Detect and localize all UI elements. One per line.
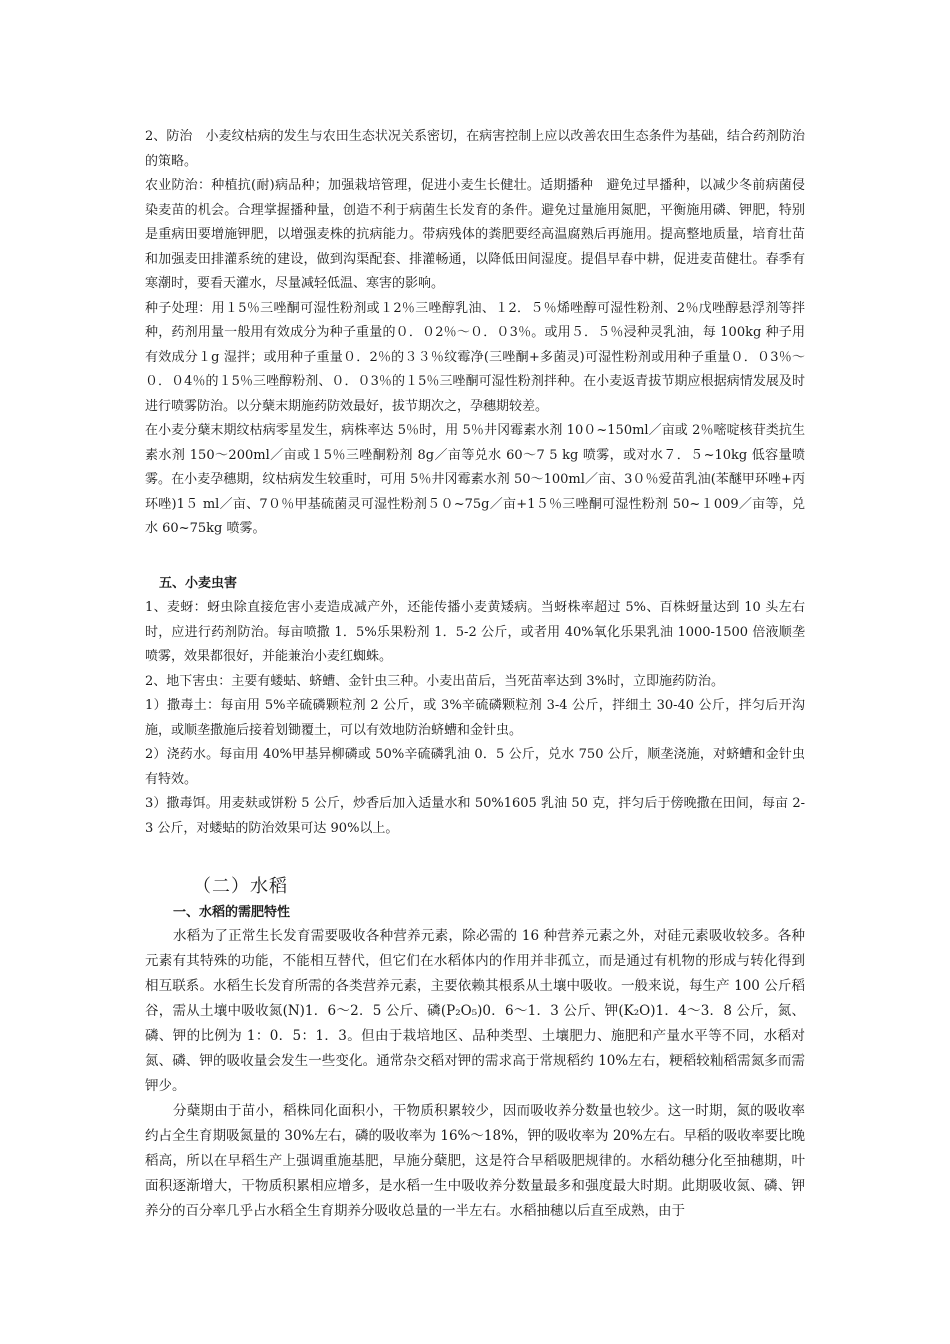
poison-bait-paragraph: 3）撒毒饵。用麦麸或饼粉 5 公斤，炒香后加入适量水和 50%1605 乳油 50 克，拌匀后于傍晚撒在田间，每亩 2-3 公斤，对蝼蛄的防治效果可达 90%以上。 bbox=[145, 796, 805, 836]
disease-control-section bbox=[145, 125, 805, 542]
aphid-paragraph: 1、麦蚜：蚜虫除直接危害小麦造成减产外，还能传播小麦黄矮病。当蚜株率超过 5%、百株蚜量达到 10 头左右时，应进行药剂防治。每亩喷撒 1．5%乐果粉剂 1．5-2 公斤，或者用 40%氧化乐果乳油 1000-1500 倍液顺垄喷雾，效果都很好，并能兼治小麦红蜘蛛。 bbox=[145, 600, 805, 664]
section-title: （二）水稻 bbox=[193, 876, 288, 897]
control-intro-paragraph: 2、防治 小麦纹枯病的发生与农田生态状况关系密切，在病害控制上应以改善农田生态条件为基础，结合药剂防治的策略。 bbox=[145, 129, 805, 169]
seed-treatment-paragraph: 种子处理：用１5％三唑酮可湿性粉剂或１2％三唑醇乳油、１2．５％烯唑醇可湿性粉剂、2％戊唑醇悬浮剂等拌种，药剂用量一般用有效成分为种子重量的０．０2％～０．０3％。或用５．５％浸种灵乳油，每 100kg 种子用有效成分１g 湿拌；或用种子重量０．2％的３３％纹霉净(三唑酮+多菌灵)可湿性粉剂或用种子重量０．０3％～０．０4％的１5％三唑醇粉剂、０．０3％的１5％三唑酮可湿性粉剂拌种。在小麦返青拔节期应根据病情发展及时进行喷雾防治。以分蘖末期施药防效最好，拔节期次之，孕穗期较差。 bbox=[145, 300, 805, 414]
poison-soil-paragraph: 1）撒毒土：每亩用 5%辛硫磷颗粒剂 2 公斤，或 3%辛硫磷颗粒剂 3-4 公斤，拌细土 30-40 公斤，拌匀后开沟施，或顺垄撒施后接着划锄覆土，可以有效地防治蛴螬和金针虫。 bbox=[145, 698, 805, 738]
section-heading: 五、小麦虫害 bbox=[159, 576, 238, 591]
fertilizer-need-paragraph: 水稻为了正常生长发育需要吸收各种营养元素，除必需的 16 种营养元素之外，对硅元素吸收较多。各种元素有其特殊的功能，不能相互替代，但它们在水稻体内的作用并非孤立，而是通过有机物的形成与转化得到相互联系。水稻生长发育所需的各类营养元素，主要依赖其根系从土壤中吸收。一般来说，每生产 100 公斤稻谷，需从土壤中吸收氮(N)1．6～2．5 公斤、磷(P₂O₅)0．6～1．3 公斤、钾(K₂O)1．4～3．8 公斤，氮、磷、钾的比例为 1：0．5：1．3。但由于栽培地区、品种类型、土壤肥力、施肥和产量水平等不同，水稻对氮、磷、钾的吸收量会发生一些变化。通常杂交稻对钾的需求高于常规稻约 10%左右，粳稻较籼稻需氮多而需钾少。 bbox=[145, 928, 805, 1094]
tillering-stage-paragraph: 分蘖期由于苗小，稻株同化面积小，干物质积累较少，因而吸收养分数量也较少。这一时期，氮的吸收率约占全生育期吸氮量的 30%左右，磷的吸收率为 16%～18%，钾的吸收率为 20%左右。早稻的吸收率要比晚稻高，所以在早稻生产上强调重施基肥，早施分蘖肥，这是符合早稻吸肥规律的。水稻幼穗分化至抽穗期，叶面积逐渐增大，干物质积累相应增多，是水稻一生中吸收养分数量最多和强度最大时期。此期吸收氮、磷、钾养分的百分率几乎占水稻全生育期养分吸收总量的一半左右。水稻抽穗以后直至成熟，由于 bbox=[145, 1103, 805, 1219]
pesticide-water-paragraph: 2）浇药水。每亩用 40%甲基异柳磷或 50%辛硫磷乳油 0．5 公斤，兑水 750 公斤，顺垄浇施，对蛴螬和金针虫有特效。 bbox=[145, 747, 805, 787]
agricultural-control-paragraph: 农业防治：种植抗(耐)病品种；加强栽培管理，促进小麦生长健壮。适期播种 避免过早播种，以减少冬前病菌侵染麦苗的机会。合理掌握播种量，创造不利于病菌生长发育的条件。避免过量施用氮肥，平衡施用磷、钾肥，特别是重病田要增施钾肥，以增强麦株的抗病能力。带病残体的粪肥要经高温腐熟后再施用。提高整地质量，培育壮苗和加强麦田排灌系统的建设，做到沟渠配套、排灌畅通，以降低田间湿度。提倡早春中耕，促进麦苗健壮。春季有寒潮时，要看天灌水，尽量减轻低温、寒害的影响。 bbox=[145, 178, 805, 291]
wheat-pest-section bbox=[145, 572, 805, 841]
subsection-heading: 一、水稻的需肥特性 bbox=[173, 905, 291, 920]
underground-pest-paragraph: 2、地下害虫：主要有蝼蛄、蛴螬、金针虫三种。小麦出苗后，当死苗率达到 3%时，立即施药防治。 bbox=[145, 673, 725, 689]
spray-control-paragraph: 在小麦分蘖末期纹枯病零星发生，病株率达 5％时，用 5％井冈霉素水剂 10０~150ml／亩或 2％嘧啶核苷类抗生素水剂 150～200ml／亩或１5％三唑酮粉剂 8g／亩等兑水 60～7 5 kg 喷雾，或对水７．５~10kg 低容量喷雾。在小麦孕穗期，纹枯病发生较重时，可用 5％井冈霉素水剂 50～100ml／亩、3０％爱苗乳油(苯醚甲环唑+丙环唑)1５ ml／亩、7０％甲基硫菌灵可湿性粉剂５０~75g／亩+1５％三唑酮可湿性粉剂 50~１009／亩等，兑水 60~75kg 喷雾。 bbox=[145, 423, 805, 536]
rice-section bbox=[145, 872, 805, 1224]
